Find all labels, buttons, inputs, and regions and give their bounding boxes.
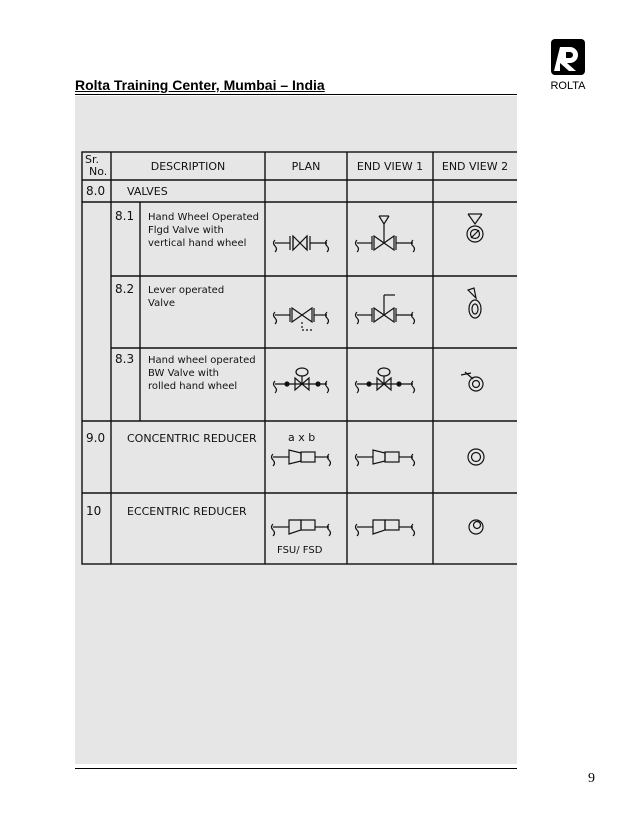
col-plan: PLAN bbox=[291, 160, 321, 173]
symbol-10-end-view-2 bbox=[469, 520, 483, 534]
col-sr: Sr. bbox=[85, 153, 99, 166]
symbol-8-1-plan bbox=[274, 236, 329, 252]
symbol-10-end-view-1 bbox=[356, 520, 415, 536]
eccentric-plan-note: FSU/ FSD bbox=[277, 545, 323, 556]
section-valves-label: VALVES bbox=[127, 185, 168, 198]
logo-text: ROLTA bbox=[550, 80, 586, 92]
symbol-8-1-end-view-2 bbox=[467, 214, 483, 242]
symbol-9-0-end-view-2 bbox=[468, 449, 484, 465]
col-description: DESCRIPTION bbox=[150, 160, 226, 173]
symbol-8-3-plan bbox=[274, 368, 329, 393]
item-8-3-line3: rolled hand wheel bbox=[148, 381, 238, 392]
footer-rule bbox=[75, 768, 517, 769]
scanned-table-sheet bbox=[75, 96, 517, 764]
concentric-label: CONCENTRIC REDUCER bbox=[127, 432, 257, 445]
symbol-8-2-end-view-1 bbox=[356, 295, 415, 324]
rolta-logo bbox=[547, 37, 589, 93]
col-end-view-2: END VIEW 2 bbox=[441, 160, 509, 173]
header-rule bbox=[75, 94, 517, 95]
item-8-3-line2: BW Valve with bbox=[148, 368, 220, 379]
symbol-8-2-end-view-2 bbox=[468, 288, 481, 318]
section-valves-no: 8.0 bbox=[86, 184, 106, 198]
item-8-2-line1: Lever operated bbox=[148, 285, 225, 296]
item-8-2-line2: Valve bbox=[148, 298, 176, 309]
item-8-3-no: 8.3 bbox=[115, 352, 135, 366]
symbol-table bbox=[75, 96, 517, 764]
symbol-8-2-plan bbox=[274, 308, 329, 330]
symbol-8-1-end-view-1 bbox=[356, 216, 415, 252]
concentric-no: 9.0 bbox=[86, 431, 106, 445]
item-8-1-line2: Flgd Valve with bbox=[148, 225, 224, 236]
item-8-1-no: 8.1 bbox=[115, 209, 135, 223]
item-8-1-line3: vertical hand wheel bbox=[148, 238, 247, 249]
concentric-plan-note: a x b bbox=[288, 431, 316, 444]
symbol-9-0-end-view-1 bbox=[356, 450, 415, 466]
col-no: No. bbox=[89, 165, 108, 178]
eccentric-no: 10 bbox=[86, 504, 102, 518]
symbol-9-0-plan bbox=[272, 450, 331, 466]
symbol-8-3-end-view-1 bbox=[356, 368, 415, 393]
page-number: 9 bbox=[588, 771, 595, 786]
symbol-8-3-end-view-2 bbox=[461, 372, 483, 391]
item-8-3-line1: Hand wheel operated bbox=[148, 355, 256, 366]
header-title: Rolta Training Center, Mumbai – India bbox=[75, 77, 325, 93]
col-end-view-1: END VIEW 1 bbox=[356, 160, 424, 173]
eccentric-label: ECCENTRIC REDUCER bbox=[127, 505, 247, 518]
item-8-1-line1: Hand Wheel Operated bbox=[148, 212, 260, 223]
symbol-10-plan bbox=[272, 520, 331, 536]
item-8-2-no: 8.2 bbox=[115, 282, 135, 296]
